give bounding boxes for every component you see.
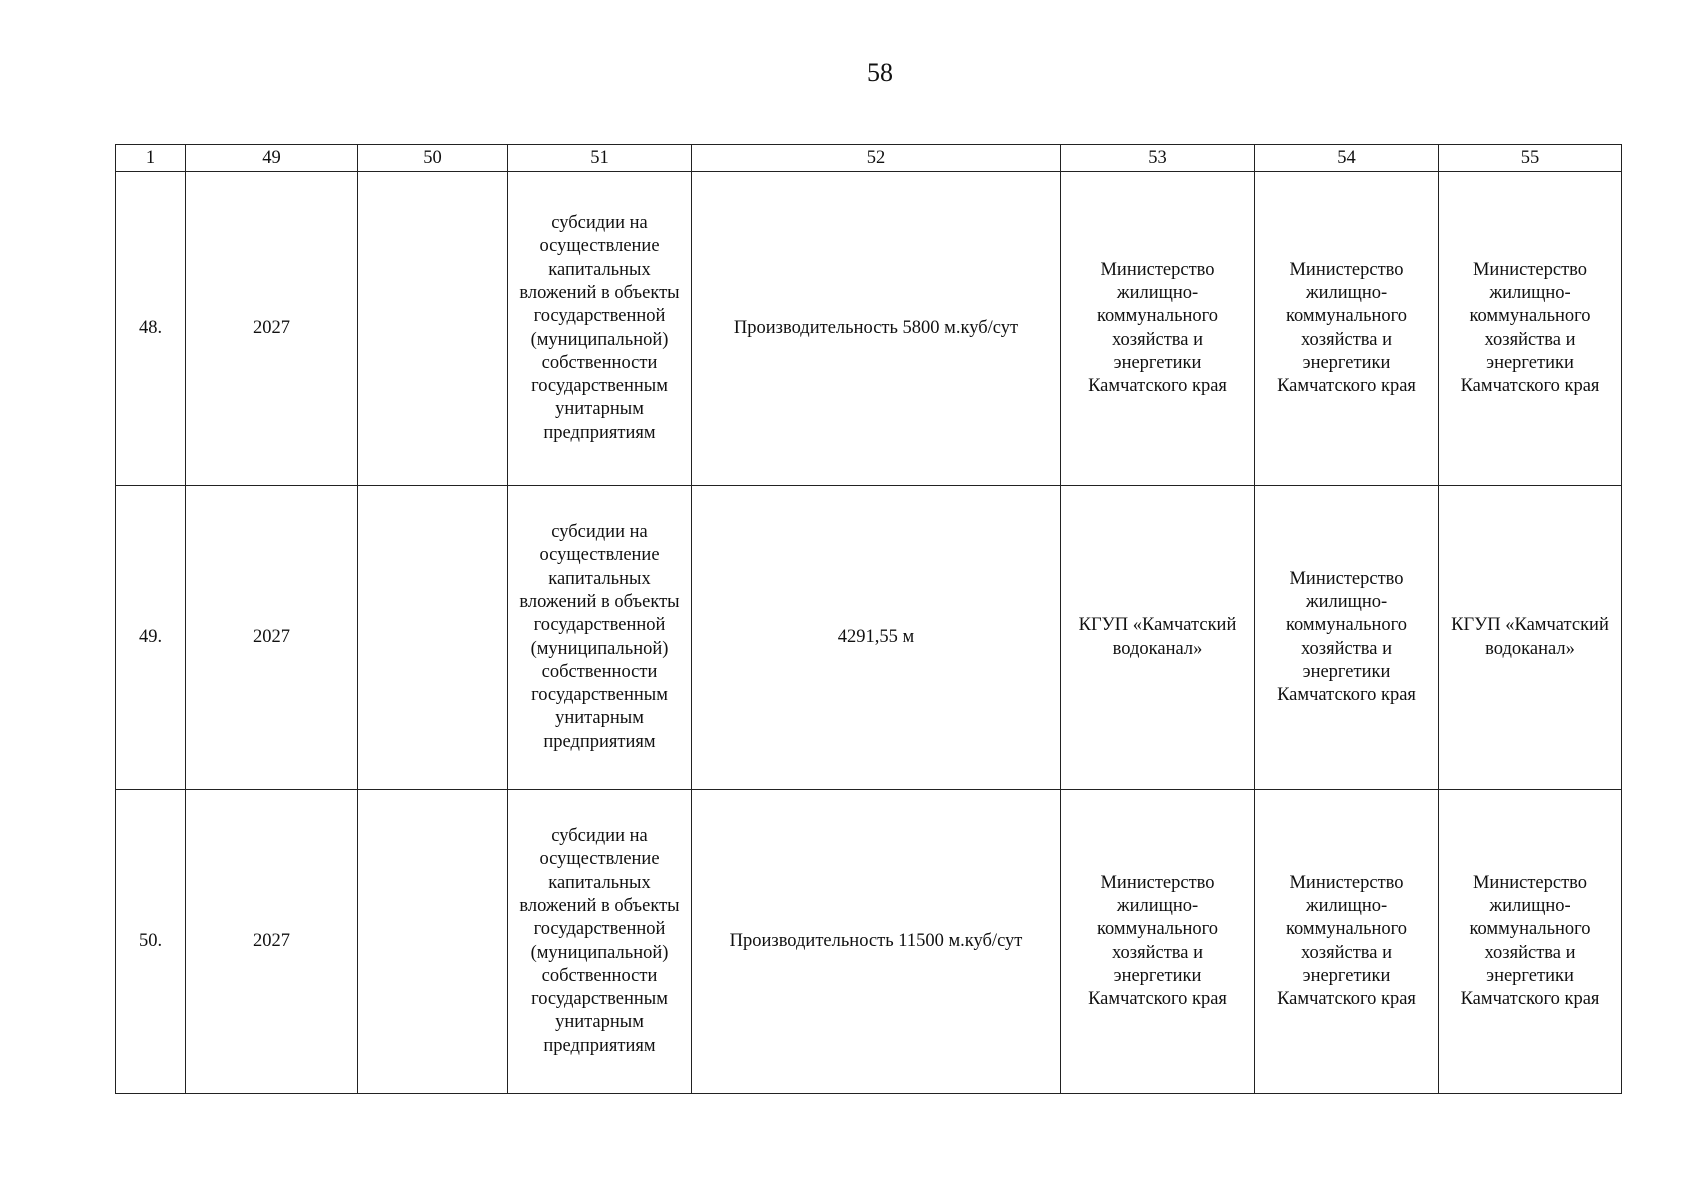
organization-text: Министерство жилищно- коммунального хозяйства и энергетики Камчатского края	[1277, 568, 1416, 706]
funding-type-cell	[508, 172, 692, 486]
funding-type-text: субсидии на осуществление капитальных вложений в объекты государственной (муниципальной) собственности государственным унитарным предприятиям	[519, 826, 680, 1056]
column-header: 50	[358, 145, 508, 172]
column-header: 52	[692, 145, 1061, 172]
funding-type-text: субсидии на осуществление капитальных вложений в объекты государственной (муниципальной) собственности государственным унитарным предприятиям	[519, 213, 680, 443]
row-number-cell: 49.	[116, 486, 186, 790]
organization-cell	[1061, 486, 1255, 790]
organization-cell	[1255, 790, 1439, 1094]
year-cell: 2027	[186, 790, 358, 1094]
year-cell: 2027	[186, 172, 358, 486]
organization-text: КГУП «Камчатский водоканал»	[1451, 615, 1609, 659]
organization-text: Министерство жилищно- коммунального хозяйства и энергетики Камчатского края	[1460, 872, 1600, 1010]
capacity-text: Производительность 5800 м.куб/сут	[733, 317, 1019, 338]
capacity-text: Производительность 11500 м.куб/сут	[729, 930, 1023, 951]
table-row	[116, 790, 1622, 1094]
data-table	[115, 144, 1622, 1094]
empty-cell	[358, 790, 508, 1094]
column-header: 55	[1439, 145, 1622, 172]
capacity-cell	[692, 486, 1061, 790]
row-number-cell: 48.	[116, 172, 186, 486]
funding-type-cell	[508, 486, 692, 790]
funding-type-cell	[508, 790, 692, 1094]
organization-text: КГУП «Камчатский водоканал»	[1078, 615, 1237, 659]
column-header: 53	[1061, 145, 1255, 172]
organization-cell	[1439, 172, 1622, 486]
empty-cell	[358, 172, 508, 486]
organization-cell	[1439, 486, 1622, 790]
organization-text: Министерство жилищно- коммунального хозяйства и энергетики Камчатского края	[1277, 259, 1416, 397]
table-row	[116, 486, 1622, 790]
table-header-row	[116, 145, 1622, 172]
capacity-cell	[692, 790, 1061, 1094]
capacity-cell	[692, 172, 1061, 486]
organization-cell	[1061, 172, 1255, 486]
organization-cell	[1439, 790, 1622, 1094]
organization-text: Министерство жилищно- коммунального хозяйства и энергетики Камчатского края	[1277, 872, 1416, 1010]
column-header: 51	[508, 145, 692, 172]
row-number-cell: 50.	[116, 790, 186, 1094]
table-row	[116, 172, 1622, 486]
empty-cell	[358, 486, 508, 790]
organization-cell	[1255, 172, 1439, 486]
column-header: 54	[1255, 145, 1439, 172]
funding-type-text: субсидии на осуществление капитальных вложений в объекты государственной (муниципальной) собственности государственным унитарным предприятиям	[519, 522, 680, 752]
column-header: 49	[186, 145, 358, 172]
page-number: 58	[867, 58, 893, 87]
organization-text: Министерство жилищно- коммунального хозяйства и энергетики Камчатского края	[1088, 259, 1227, 397]
organization-cell	[1255, 486, 1439, 790]
organization-text: Министерство жилищно- коммунального хозяйства и энергетики Камчатского края	[1088, 872, 1227, 1010]
organization-cell	[1061, 790, 1255, 1094]
column-header: 1	[116, 145, 186, 172]
year-cell: 2027	[186, 486, 358, 790]
organization-text: Министерство жилищно- коммунального хозяйства и энергетики Камчатского края	[1460, 259, 1600, 397]
capacity-text: 4291,55 м	[837, 626, 915, 647]
